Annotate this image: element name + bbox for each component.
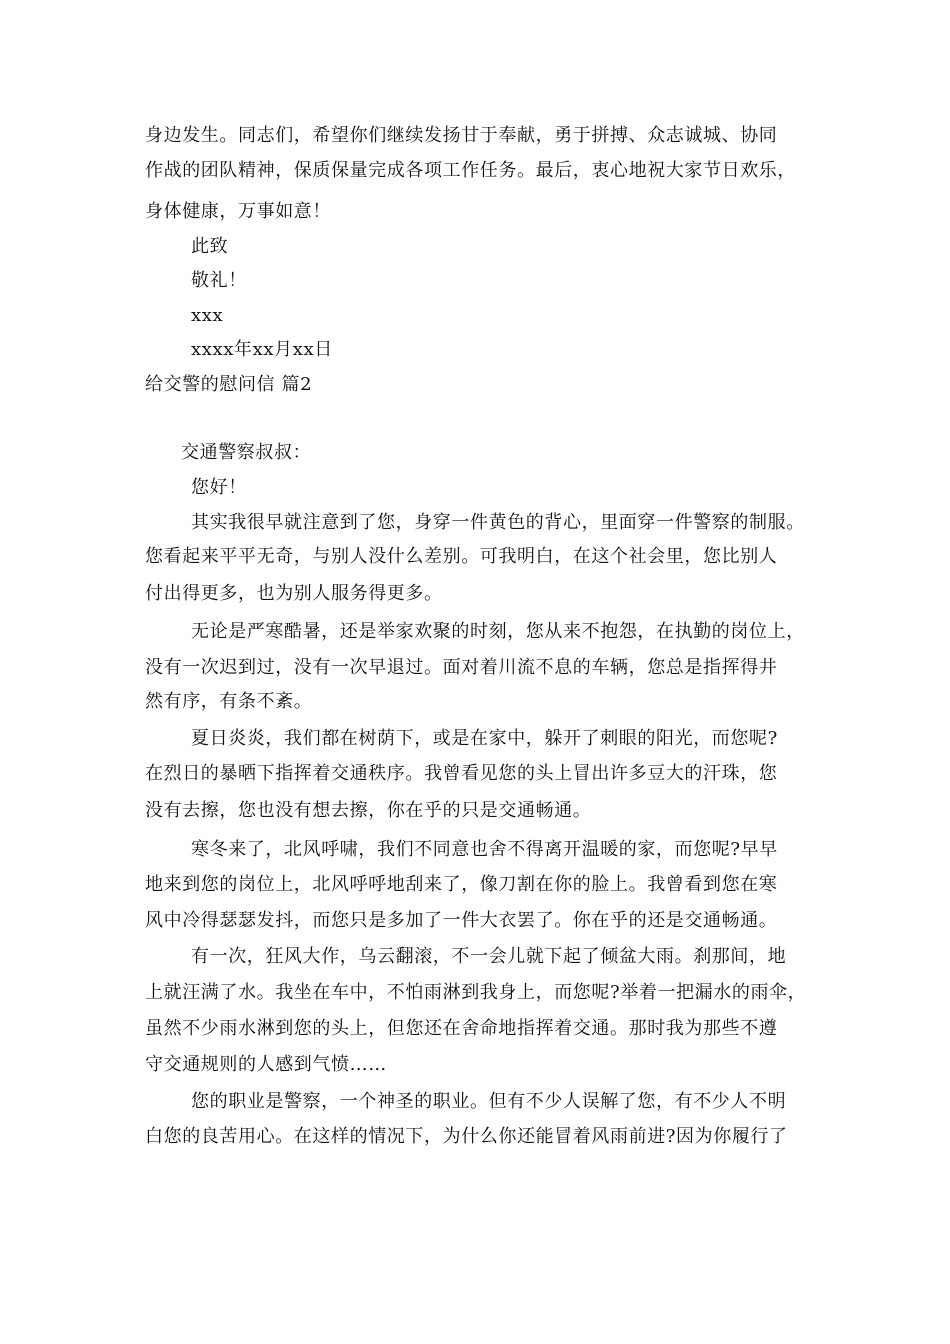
text-line: 风中冷得瑟瑟发抖，而您只是多加了一件大衣罢了。你在乎的还是交通畅通。 [145,910,778,931]
text-line: 身体健康，万事如意！ [145,201,331,222]
text-line: 守交通规则的人感到气愤…… [145,1054,387,1075]
text-line: 身边发生。同志们，希望你们继续发扬甘于奉献，勇于拼搏、众志诚城、协同 [145,125,778,146]
text-line: 虽然不少雨水淋到您的头上，但您还在舍命地指挥着交通。那时我为那些不遵 [145,1018,778,1039]
text-line: 上就汪满了水。我坐在车中，不怕雨淋到我身上，而您呢?举着一把漏水的雨伞， [145,982,807,1003]
text-line: 作战的团队精神，保质保量完成各项工作任务。最后，衷心地祝大家节日欢乐， [145,160,796,181]
text-line: 有一次，狂风大作，乌云翻滚，不一会儿就下起了倾盆大雨。刹那间，地 [191,946,787,967]
text-line: 在烈日的暴晒下指挥着交通秩序。我曾看见您的头上冒出许多豆大的汗珠，您 [145,763,778,784]
closing-regards: 敬礼！ [191,270,247,291]
greeting: 您好！ [191,477,247,498]
text-line: 付出得更多，也为别人服务得更多。 [145,583,443,604]
date-line: xxxx年xx月xx日 [191,339,333,360]
text-line: 您的职业是警察，一个神圣的职业。但有不少人误解了您，有不少人不明 [191,1091,787,1112]
text-line: 然有序，有条不紊。 [145,691,313,712]
section-title: 给交警的慰问信 篇2 [145,374,313,395]
greeting-recipient: 交通警察叔叔： [181,442,312,463]
text-line: 其实我很早就注意到了您，身穿一件黄色的背心，里面穿一件警察的制服。 [191,512,805,533]
text-line: 您看起来平平无奇，与别人没什么差别。可我明白，在这个社会里，您比别人 [145,546,778,567]
text-line: 没有一次迟到过，没有一次早退过。面对着川流不息的车辆，您总是指挥得井 [145,657,778,678]
text-line: 无论是严寒酷暑，还是举家欢聚的时刻，您从来不抱怨，在执勤的岗位上， [191,621,805,642]
text-line: 地来到您的岗位上，北风呼呼地刮来了，像刀割在你的脸上。我曾看到您在寒 [145,874,778,895]
text-line: 夏日炎炎，我们都在树荫下，或是在家中，躲开了刺眼的阳光，而您呢? [191,728,778,749]
signature: xxx [191,305,224,326]
closing-salutation: 此致 [191,236,229,257]
text-line: 没有去擦，您也没有想去擦，你在乎的只是交通畅通。 [145,800,592,821]
text-line: 白您的良苦用心。在这样的情况下，为什么你还能冒着风雨前进?因为你履行了 [145,1126,788,1147]
text-line: 寒冬来了，北风呼啸，我们不同意也舍不得离开温暖的家，而您呢?早早 [191,839,778,860]
